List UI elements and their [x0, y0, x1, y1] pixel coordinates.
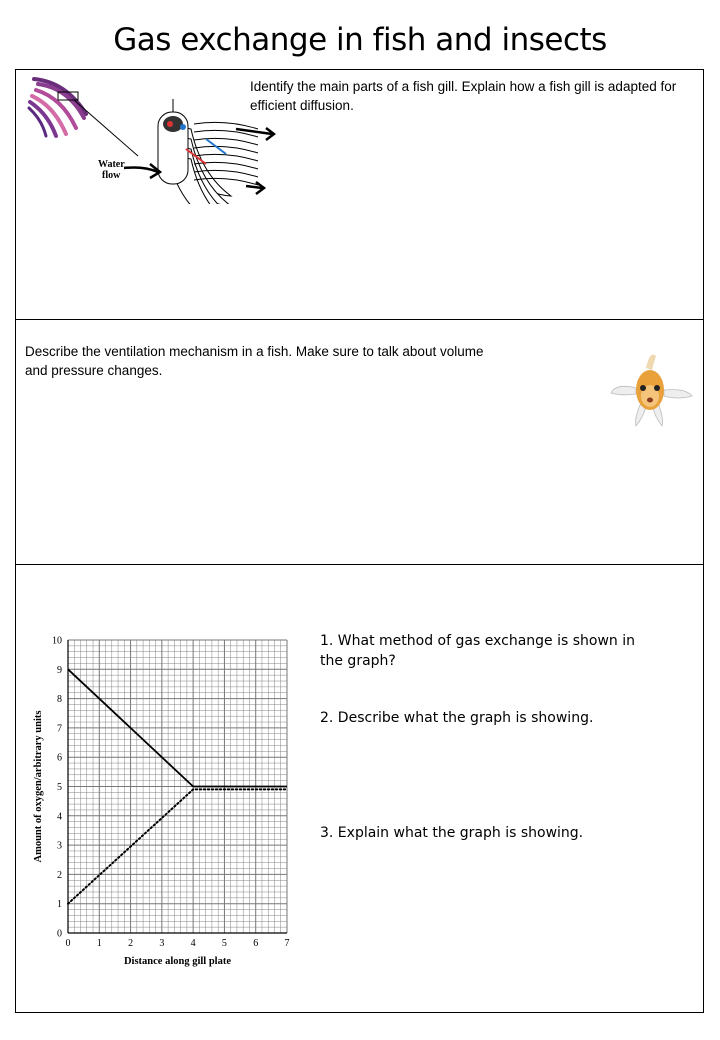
ventilation-panel [15, 319, 704, 565]
x-tick-label: 6 [253, 938, 259, 949]
x-tick-label: 0 [65, 938, 71, 949]
gill-panel [15, 69, 704, 320]
gill-question: Identify the main parts of a fish gill. Explain how a fish gill is adapted for efficient diffusion. [250, 79, 677, 113]
series-line-dotted [68, 789, 287, 903]
oxygen-chart [31, 629, 301, 1039]
x-tick-label: 5 [221, 938, 227, 949]
water-flow-label-2: flow [102, 170, 121, 181]
x-tick-label: 7 [284, 938, 290, 949]
x-tick-label: 1 [96, 938, 102, 949]
y-tick-label: 1 [57, 899, 62, 911]
y-tick-label: 9 [57, 664, 62, 676]
y-tick-label: 0 [57, 928, 62, 940]
x-tick-label: 4 [190, 938, 196, 949]
x-axis-label: Distance along gill plate [123, 956, 232, 967]
ventilation-question: Describe the ventilation mechanism in a fish. Make sure to talk about volume and pressure changes. [25, 344, 484, 378]
graph-question-1: 1. What method of gas exchange is shown in the graph? [320, 633, 635, 669]
x-tick-label: 3 [159, 938, 165, 949]
gill-arch-image [29, 79, 86, 136]
y-tick-label: 6 [57, 752, 62, 764]
y-tick-label: 8 [57, 694, 62, 706]
y-tick-label: 3 [57, 840, 62, 852]
page-title: Gas exchange in fish and insects [113, 22, 607, 58]
y-tick-label: 10 [52, 635, 62, 647]
y-tick-label: 5 [57, 782, 62, 793]
goldfish-image [606, 348, 696, 428]
graph-panel [15, 564, 704, 1013]
y-tick-label: 2 [57, 869, 62, 881]
x-tick-label: 2 [128, 938, 134, 949]
y-tick-label: 4 [57, 811, 62, 823]
gill-diagram [26, 74, 276, 204]
water-flow-label-1: Water [98, 159, 125, 170]
graph-question-3: 3. Explain what the graph is showing. [320, 825, 584, 841]
y-axis-label: Amount of oxygen/arbitrary units [33, 710, 44, 863]
y-tick-label: 7 [57, 723, 62, 735]
graph-question-2: 2. Describe what the graph is showing. [320, 710, 594, 726]
